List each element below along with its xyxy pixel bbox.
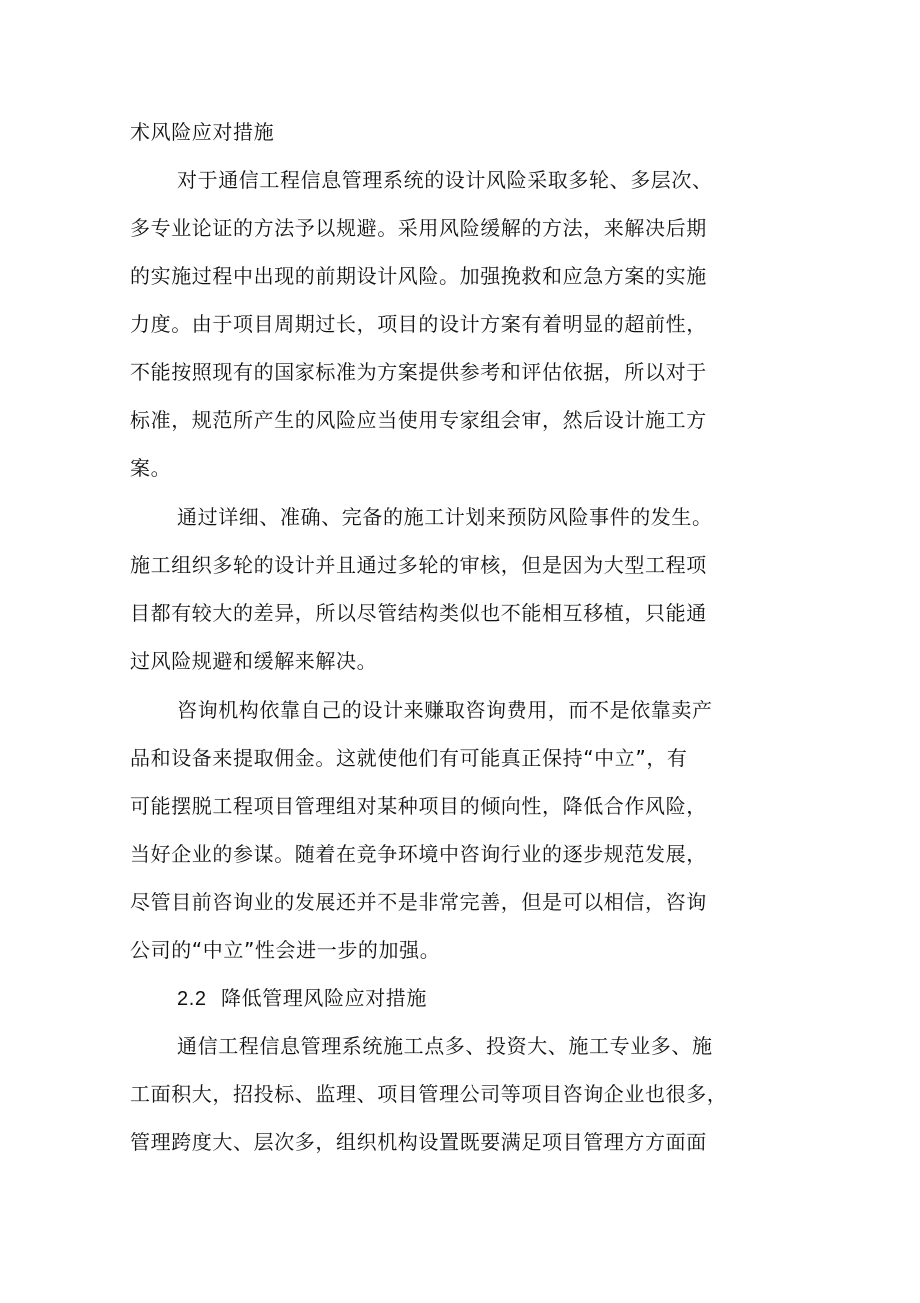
paragraph-start-line: 通过详细、准确、完备的施工计划来预防风险事件的发生。 bbox=[177, 505, 713, 529]
paragraph-start-line: 对于通信工程信息管理系统的设计风险采取多轮、多层次、 bbox=[177, 168, 713, 192]
paragraph-start-line: 咨询机构依靠自己的设计来赚取咨询费用，而不是依靠卖产 bbox=[177, 698, 713, 722]
text-line: 过风险规避和缓解来解决。 bbox=[130, 649, 378, 673]
text-line: 当好企业的参谋。随着在竞争环境中咨询行业的逐步规范发展， bbox=[130, 842, 707, 866]
text-line: 目都有较大的差异，所以尽管结构类似也不能相互移植，只能通 bbox=[130, 601, 707, 625]
text-line: 力度。由于项目周期过长，项目的设计方案有着明显的超前性， bbox=[130, 312, 707, 336]
section-title: 降低管理风险应对措施 bbox=[221, 986, 427, 1010]
section-heading bbox=[177, 985, 427, 1012]
text-line: 的实施过程中出现的前期设计风险。加强挽救和应急方案的实施 bbox=[130, 264, 707, 288]
text-line: 管理跨度大、层次多，组织机构设置既要满足项目管理方方面面 bbox=[130, 1130, 707, 1154]
text-line: 术风险应对措施 bbox=[130, 120, 275, 144]
paragraph-start-line: 通信工程信息管理系统施工点多、投资大、施工专业多、施 bbox=[177, 1034, 713, 1058]
text-line: 品和设备来提取佣金。这就使他们有可能真正保持“中立”，有 bbox=[130, 746, 688, 770]
section-number: 2.2 bbox=[177, 988, 207, 1010]
text-line: 标准，规范所产生的风险应当使用专家组会审，然后设计施工方 bbox=[130, 408, 707, 432]
text-line: 公司的“中立”性会进一步的加强。 bbox=[130, 938, 441, 962]
text-line: 可能摆脱工程项目管理组对某种项目的倾向性，降低合作风险， bbox=[130, 794, 707, 818]
text-line: 施工组织多轮的设计并且通过多轮的审核，但是因为大型工程项 bbox=[130, 553, 707, 577]
text-line: 不能按照现有的国家标准为方案提供参考和评估依据，所以对于 bbox=[130, 360, 707, 384]
text-line: 案。 bbox=[130, 456, 172, 480]
text-line: 工面积大，招投标、监理、项目管理公司等项目咨询企业也很多， bbox=[130, 1082, 728, 1106]
text-line: 尽管目前咨询业的发展还并不是非常完善，但是可以相信，咨询 bbox=[130, 890, 707, 914]
text-line: 多专业论证的方法予以规避。采用风险缓解的方法，来解决后期 bbox=[130, 216, 707, 240]
